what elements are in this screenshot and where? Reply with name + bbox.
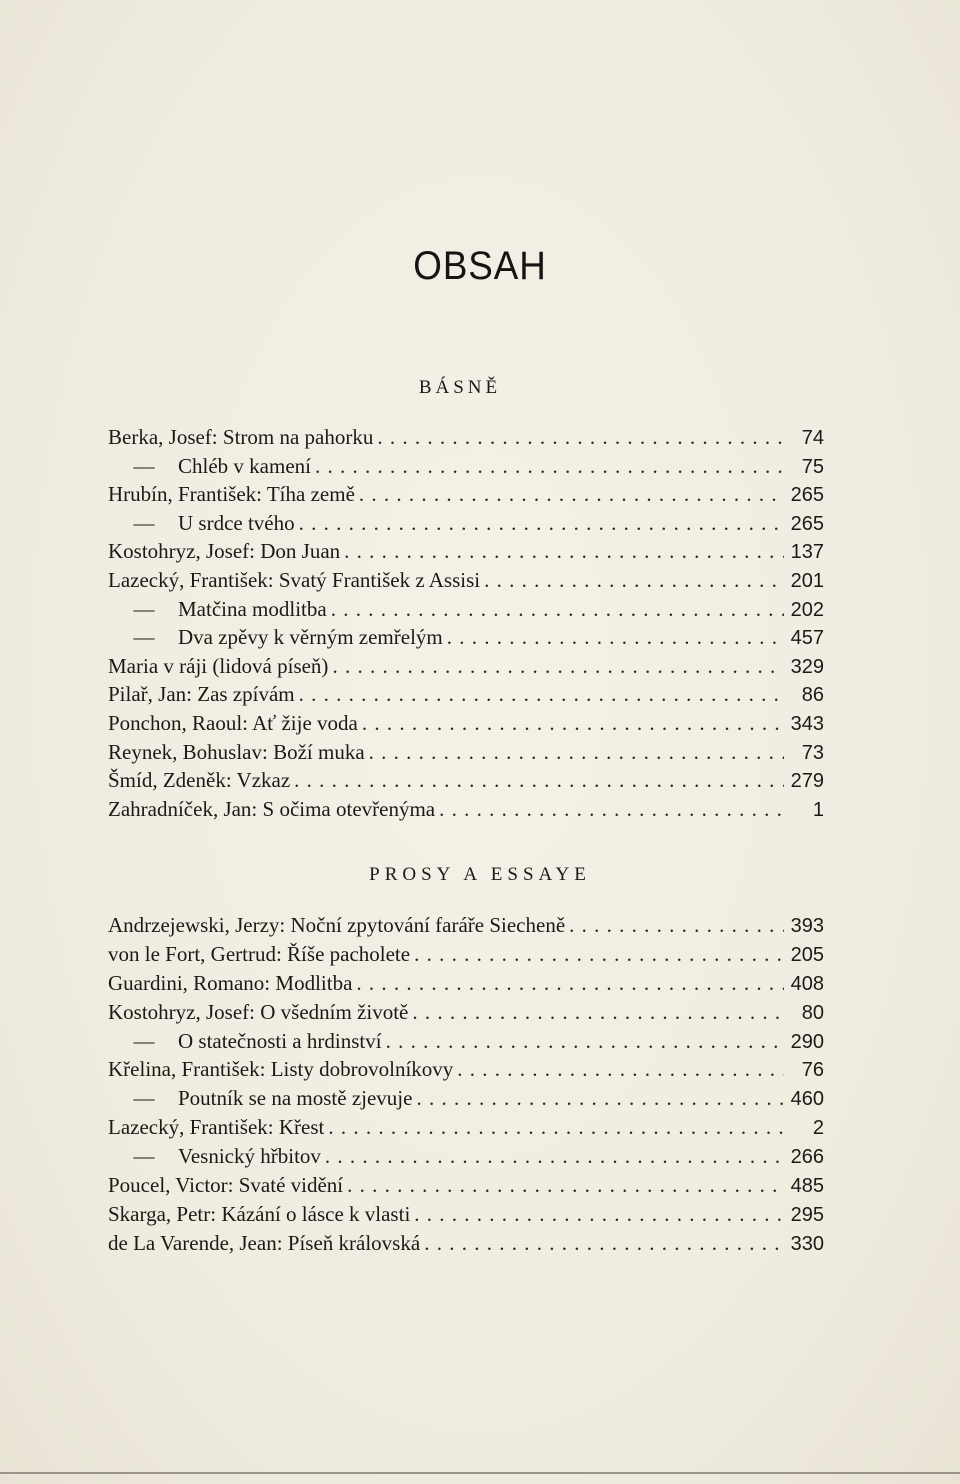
toc-entry — [108, 595, 824, 624]
ditto-dash: — — [133, 625, 155, 650]
toc-entry-page-number: 393 — [790, 915, 824, 937]
toc-entry — [108, 566, 824, 595]
toc-entry — [108, 709, 824, 738]
toc-entry-page-number: 265 — [790, 484, 824, 507]
dot-leader — [324, 1113, 784, 1142]
dot-leader — [295, 680, 784, 709]
dot-leader — [327, 595, 784, 624]
toc-entry-title: Vesnický hřbitov — [178, 1144, 321, 1169]
dot-leader — [358, 709, 784, 738]
toc-entry-title: Pilař, Jan: Zas zpívám — [108, 682, 295, 707]
toc-entry-title: Maria v ráji (lidová píseň) — [108, 653, 329, 678]
dot-leader — [565, 911, 784, 940]
toc-entry-title: Matčina modlitba — [178, 596, 327, 621]
dot-leader — [328, 652, 784, 681]
toc-entry — [108, 1055, 824, 1084]
toc-entry-page-number: 73 — [801, 741, 824, 764]
dot-leader — [290, 766, 784, 795]
dot-leader — [480, 566, 784, 595]
toc-entry-page-number: 457 — [790, 627, 824, 650]
dot-leader — [355, 480, 784, 509]
toc-entry — [108, 1113, 824, 1142]
toc-entry-title: Guardini, Romano: Modlitba — [108, 970, 353, 995]
toc-entry-page-number: 74 — [801, 427, 824, 449]
toc-entry-title: Dva zpěvy k věrným zemřelým — [178, 625, 443, 650]
toc-list-poems — [108, 423, 824, 823]
toc-entry-title: Andrzejewski, Jerzy: Noční zpytování faráře Siecheně — [108, 913, 566, 937]
toc-entry — [108, 1084, 824, 1113]
toc-entry-title: Berka, Josef: Strom na pahorku — [108, 425, 374, 449]
toc-entry-title: Hrubín, František: Tíha země — [108, 482, 355, 507]
dot-leader — [412, 1084, 784, 1113]
dot-leader — [382, 1027, 784, 1056]
dot-leader — [410, 1200, 784, 1229]
toc-entry-page-number: 265 — [790, 512, 824, 535]
toc-entry — [108, 1200, 824, 1229]
dot-leader — [420, 1229, 784, 1258]
toc-entry — [108, 509, 824, 538]
dot-leader — [443, 623, 784, 652]
toc-entry-page-number: 266 — [790, 1146, 824, 1169]
toc-entry-page-number: 1 — [812, 798, 824, 821]
dot-leader — [295, 509, 784, 538]
ditto-dash: — — [133, 1086, 155, 1111]
toc-entry-title: Chléb v kamení — [178, 453, 311, 478]
section-heading-poems: BÁSNĚ — [418, 377, 502, 398]
toc-entry — [108, 1027, 824, 1056]
ditto-dash: — — [133, 510, 155, 535]
toc-entry — [108, 1171, 824, 1200]
dot-leader — [410, 940, 784, 969]
toc-entry-page-number: 137 — [790, 541, 824, 564]
toc-entry-title: Lazecký, František: Svatý František z Assisi — [108, 567, 481, 592]
dot-leader — [343, 1171, 784, 1200]
toc-entry-page-number: 75 — [801, 455, 824, 478]
dot-leader — [321, 1142, 784, 1171]
toc-entry-title: Kostohryz, Josef: Don Juan — [108, 539, 341, 564]
toc-entry-page-number: 460 — [790, 1088, 824, 1111]
dot-leader — [435, 795, 784, 824]
toc-entry-page-number: 80 — [801, 1001, 824, 1024]
toc-entry — [108, 537, 824, 566]
toc-entry-title: Skarga, Petr: Kázání o lásce k vlasti — [108, 1201, 411, 1226]
toc-entry-page-number: 201 — [790, 569, 824, 592]
toc-entry — [108, 652, 824, 681]
toc-entry — [108, 623, 824, 652]
bottom-edge-line — [0, 1472, 960, 1474]
toc-entry — [108, 452, 824, 481]
toc-entry — [108, 940, 824, 969]
ditto-dash: — — [133, 1144, 155, 1169]
toc-entry — [108, 766, 824, 795]
toc-entry-page-number: 329 — [790, 655, 824, 678]
dot-leader — [311, 452, 784, 481]
dot-leader — [373, 423, 784, 452]
section-heading-prose: PROSY A ESSAYE — [369, 864, 591, 885]
dot-leader — [453, 1055, 784, 1084]
toc-entry — [108, 969, 824, 998]
toc-entry-page-number: 202 — [790, 598, 824, 621]
toc-entry — [108, 680, 824, 709]
toc-entry-title: Poutník se na mostě zjevuje — [178, 1086, 413, 1111]
toc-entry-page-number: 330 — [790, 1232, 824, 1255]
toc-entry-title: Poucel, Victor: Svaté vidění — [108, 1173, 344, 1198]
toc-entry — [108, 480, 824, 509]
dot-leader — [352, 969, 784, 998]
toc-entry-title: Lazecký, František: Křest — [108, 1115, 325, 1140]
toc-entry-title: Reynek, Bohuslav: Boží muka — [108, 739, 365, 764]
toc-entry-page-number: 485 — [790, 1175, 824, 1198]
toc-entry-title: von le Fort, Gertrud: Říše pacholete — [108, 941, 411, 966]
toc-entry-page-number: 343 — [790, 712, 824, 735]
ditto-dash: — — [133, 453, 155, 478]
page-title: OBSAH — [413, 244, 547, 288]
toc-entry-title: Křelina, František: Listy dobrovolníkovy — [108, 1057, 454, 1082]
ditto-dash: — — [133, 596, 155, 621]
toc-entry — [108, 998, 824, 1027]
toc-entry-page-number: 279 — [790, 770, 824, 793]
toc-entry-title: Šmíd, Zdeněk: Vzkaz — [108, 768, 291, 793]
toc-entry-page-number: 86 — [801, 684, 824, 707]
toc-entry-page-number: 295 — [790, 1203, 824, 1226]
toc-entry-page-number: 76 — [801, 1059, 824, 1082]
toc-entry — [108, 1229, 824, 1258]
toc-entry-title: Kostohryz, Josef: O všedním životě — [108, 999, 409, 1024]
toc-entry — [108, 911, 824, 940]
toc-entry-title: U srdce tvého — [178, 510, 295, 535]
toc-entry-title: Zahradníček, Jan: S očima otevřenýma — [108, 796, 436, 821]
toc-entry-page-number: 290 — [790, 1030, 824, 1053]
toc-list-prose — [108, 911, 824, 1258]
ditto-dash: — — [133, 1028, 155, 1053]
dot-leader — [408, 998, 784, 1027]
toc-entry — [108, 795, 824, 824]
toc-entry — [108, 423, 824, 452]
toc-entry-page-number: 2 — [812, 1117, 824, 1140]
toc-entry-page-number: 408 — [790, 972, 824, 995]
toc-entry — [108, 738, 824, 767]
toc-entry — [108, 1142, 824, 1171]
toc-entry-title: Ponchon, Raoul: Ať žije voda — [108, 710, 358, 735]
toc-entry-page-number: 205 — [790, 943, 824, 966]
dot-leader — [340, 537, 784, 566]
dot-leader — [365, 738, 784, 767]
toc-entry-title: de La Varende, Jean: Píseň královská — [108, 1230, 421, 1255]
toc-entry-title: O statečnosti a hrdinství — [178, 1028, 382, 1053]
